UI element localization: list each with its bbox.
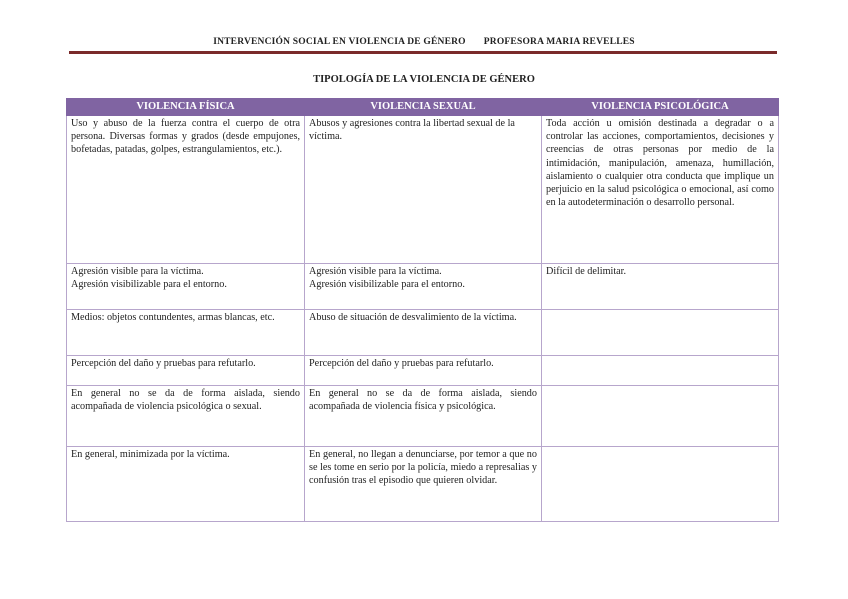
table-cell: [542, 310, 779, 356]
column-header-sexual: VIOLENCIA SEXUAL: [305, 99, 542, 116]
table-row: [67, 116, 779, 264]
table-cell: Uso y abuso de la fuerza contra el cuerpo de otra persona. Diversas formas y grados (desde empujones, bofetadas, patadas, golpes, estrangulamientos, etc.).: [67, 116, 305, 264]
table-row: [67, 386, 779, 447]
table-header-row: [67, 99, 779, 116]
document-title: TIPOLOGÍA DE LA VIOLENCIA DE GÉNERO: [313, 74, 535, 85]
table-cell: [542, 447, 779, 522]
table-row: [67, 356, 779, 386]
column-header-psicologica: VIOLENCIA PSICOLÓGICA: [542, 99, 779, 116]
course-title: INTERVENCIÓN SOCIAL EN VIOLENCIA DE GÉNERO: [213, 37, 466, 47]
table-cell: [67, 264, 305, 310]
table-cell: Abusos y agresiones contra la libertad sexual de la víctima.: [305, 116, 542, 264]
table-cell: [542, 386, 779, 447]
violence-typology-table: [66, 98, 779, 522]
table-cell: Medios: objetos contundentes, armas blancas, etc.: [67, 310, 305, 356]
table-cell: Abuso de situación de desvalimiento de la víctima.: [305, 310, 542, 356]
cell-line: Agresión visibilizable para el entorno.: [71, 279, 227, 291]
table-cell: En general, minimizada por la víctima.: [67, 447, 305, 522]
header-rule: [69, 51, 777, 54]
table-row: [67, 310, 779, 356]
table-cell: Percepción del daño y pruebas para refutarlo.: [67, 356, 305, 386]
professor-name: PROFESORA MARIA REVELLES: [483, 37, 635, 47]
table-row: [67, 264, 779, 310]
cell-line: Agresión visible para la víctima.: [309, 266, 442, 277]
column-header-fisica: VIOLENCIA FÍSICA: [67, 99, 305, 116]
table-cell: [305, 264, 542, 310]
cell-line: Agresión visibilizable para el entorno.: [309, 279, 465, 291]
table-cell: En general, no llegan a denunciarse, por temor a que no se les tome en serio por la policía, miedo a represalias y confusión tras el episodio que quieren olvidar.: [305, 447, 542, 522]
table-cell: En general no se da de forma aislada, siendo acompañada de violencia física y psicológica.: [305, 386, 542, 447]
page-header: [0, 37, 848, 47]
table-cell: [542, 356, 779, 386]
cell-line: Agresión visible para la víctima.: [71, 266, 204, 277]
table-row: [67, 447, 779, 522]
table-cell: En general no se da de forma aislada, siendo acompañada de violencia psicológica o sexual.: [67, 386, 305, 447]
table-cell: Difícil de delimitar.: [542, 264, 779, 310]
table-cell: Percepción del daño y pruebas para refutarlo.: [305, 356, 542, 386]
table-cell: Toda acción u omisión destinada a degradar o a controlar las acciones, comportamientos, decisiones y creencias de otras personas por medio de la intimidación, manipulación, amenaza, humillación, aislamiento o cualquier otra conducta que implique un perjuicio en la salud psicológica o emocional, así como en la autodeterminación o desarrollo personal.: [542, 116, 779, 264]
